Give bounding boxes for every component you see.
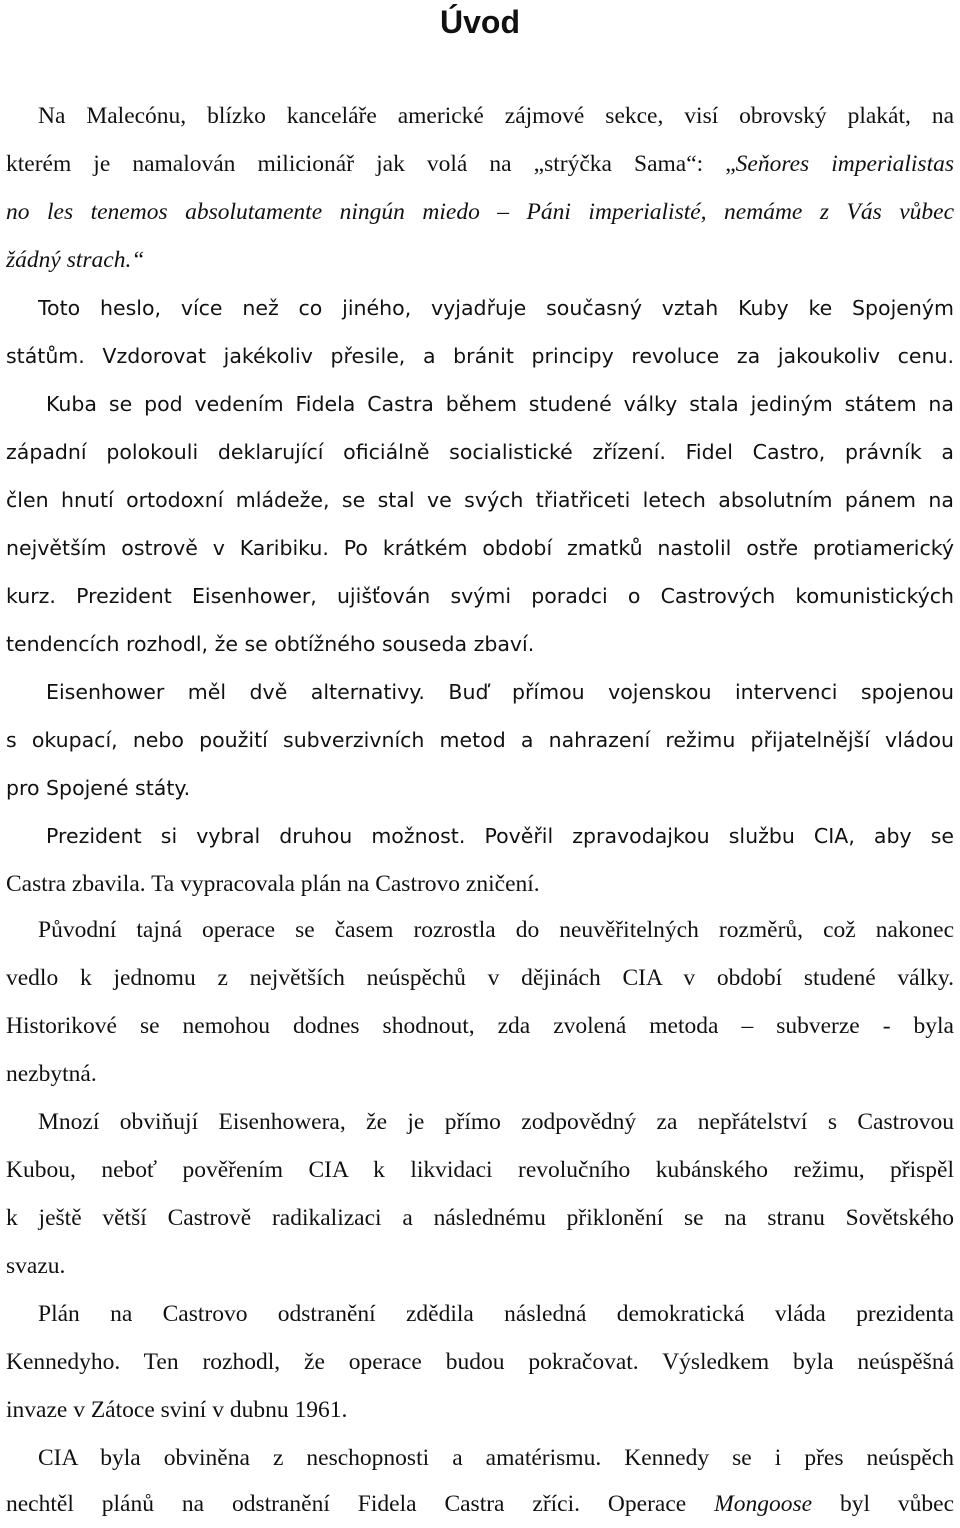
text-line: Mnozí obviňují Eisenhowera, že je přímo zodpovědný za nepřátelství s Castrovou <box>38 1109 954 1135</box>
text-line: pro Spojené státy. <box>6 776 191 800</box>
text-line: Toto heslo, více než co jiného, vyjadřuje současný vztah Kuby ke Spojeným <box>38 296 954 320</box>
text-line: Historikové se nemohou dodnes shodnout, zda zvolená metoda – subverze - byla <box>6 1013 954 1039</box>
text-line: Kubou, neboť pověřením CIA k likvidaci revolučního kubánského režimu, přispěl <box>6 1157 954 1183</box>
text-line: člen hnutí ortodoxní mládeže, se stal ve svých třiatřiceti letech absolutním pánem na <box>6 488 954 512</box>
text-line: žádný strach.“ <box>6 247 145 273</box>
text-segment: nechtěl plánů na odstranění Fidela Castra zříci. Operace <box>6 1491 715 1517</box>
italic-segment: Seňores imperialistas <box>735 151 954 177</box>
text-line: největším ostrově v Karibiku. Po krátkém období zmatků nastolil ostře protiamerický <box>6 536 954 560</box>
text-line: tendencích rozhodl, že se obtížného souseda zbaví. <box>6 632 535 656</box>
text-line: Castra zbavila. Ta vypracovala plán na Castrovo zničení. <box>6 871 540 897</box>
text-line: CIA byla obviněna z neschopnosti a amatérismu. Kennedy se i přes neúspěch <box>38 1445 954 1471</box>
text-line: no les tenemos absolutamente ningún miedo – Páni imperialisté, nemáme z Vás vůbec <box>6 199 954 225</box>
text-line: k ještě větší Castrově radikalizaci a následnému přiklonění se na stranu Sovětského <box>6 1205 954 1231</box>
text-line <box>6 1480 954 1528</box>
text-line: státům. Vzdorovat jakékoliv přesile, a bránit principy revoluce za jakoukoliv cenu. <box>6 344 954 368</box>
text-line: invaze v Zátoce sviní v dubnu 1961. <box>6 1397 348 1423</box>
text-line: Prezident si vybral druhou možnost. Pověřil zpravodajkou službu CIA, aby se <box>46 824 954 848</box>
text-line: nezbytná. <box>6 1061 97 1087</box>
text-line <box>6 140 954 188</box>
text-line: s okupací, nebo použití subverzivních metod a nahrazení režimu přijatelnější vládou <box>6 728 954 752</box>
text-line: kurz. Prezident Eisenhower, ujišťován svými poradci o Castrových komunistických <box>6 584 954 608</box>
text-segment: byl vůbec <box>812 1491 954 1517</box>
text-line: svazu. <box>6 1253 66 1279</box>
text-line: vedlo k jednomu z největších neúspěchů v dějinách CIA v období studené války. <box>6 965 954 991</box>
text-segment: kterém je namalován milicionář jak volá na „strýčka Sama“: „ <box>6 151 736 177</box>
text-line: západní polokouli deklarující oficiálně socialistické zřízení. Fidel Castro, právník a <box>6 440 954 464</box>
text-line: Kuba se pod vedením Fidela Castra během studené války stala jediným státem na <box>46 392 954 416</box>
page-title: Úvod <box>440 4 520 40</box>
text-line: Původní tajná operace se časem rozrostla do neuvěřitelných rozměrů, což nakonec <box>38 917 954 943</box>
text-line: Eisenhower měl dvě alternativy. Buď přímou vojenskou intervenci spojenou <box>46 680 954 704</box>
italic-segment: Mongoose <box>714 1491 813 1517</box>
text-segment <box>6 151 954 177</box>
text-line: Kennedyho. Ten rozhodl, že operace budou pokračovat. Výsledkem byla neúspěšná <box>6 1349 954 1375</box>
text-line: Plán na Castrovo odstranění zdědila následná demokratická vláda prezidenta <box>38 1301 954 1327</box>
text-line: Na Malecónu, blízko kanceláře americké zájmové sekce, visí obrovský plakát, na <box>38 103 954 129</box>
